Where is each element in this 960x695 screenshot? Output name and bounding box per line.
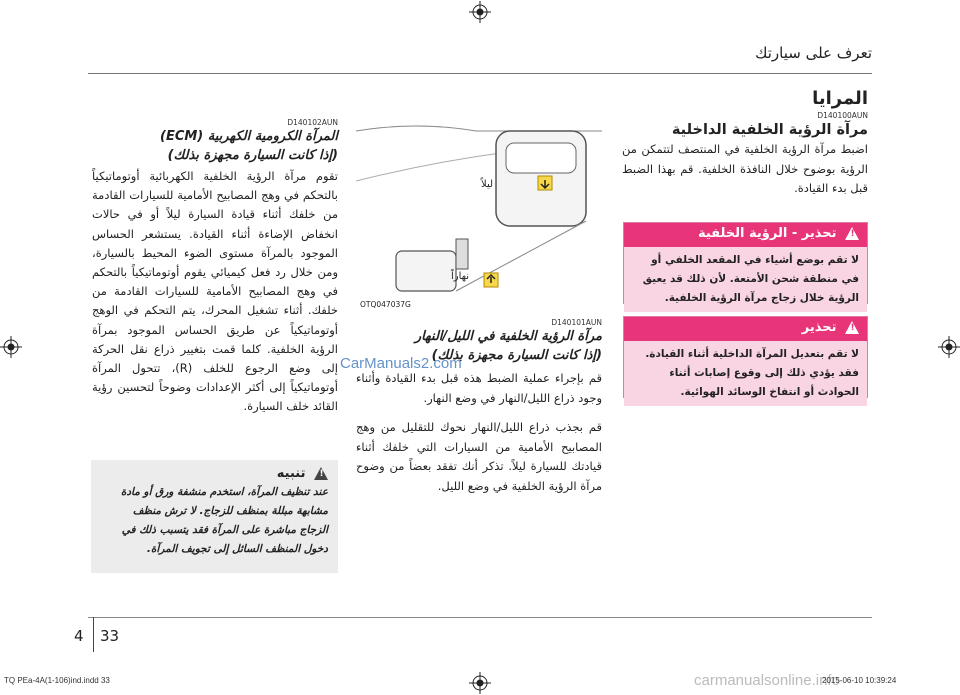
caution-header <box>91 460 338 483</box>
middle-heading: مرآة الرؤية الخلفية في الليل/النهار <box>414 329 602 344</box>
watermark-bottom: carmanualsonline.info <box>694 672 840 689</box>
caution-triangle-icon: ! <box>314 467 328 480</box>
middle-paragraph-2: قم بجذب ذراع الليل/النهار نحوك للتقليل من وهج المصابيح الأمامية من السيارات التي خلفك أثناء قيادتك للسيارة ليلاً. تذكر أنك تفقد بعضاً من وضوح مرآة الرؤية الخلفية في وضع الليل. <box>356 420 602 493</box>
middle-column <box>356 318 602 496</box>
registration-mark-left-icon <box>0 336 22 358</box>
right-heading: مرآة الرؤية الخلفية الداخلية <box>671 122 868 138</box>
warning-triangle-icon: ! <box>845 227 859 240</box>
warning-box-rear-view <box>623 222 868 304</box>
right-column <box>622 88 868 199</box>
left-subheading: (إذا كانت السيارة مجهزة بذلك) <box>167 148 338 163</box>
left-heading: المرآة الكرومية الكهربية (ECM) <box>159 129 338 144</box>
header-divider <box>88 73 872 74</box>
warning-header <box>624 317 867 341</box>
header-title: تعرف على سيارتك <box>755 44 872 62</box>
footer-file: TQ PEa-4A(1-106)ind.indd 33 <box>4 676 110 685</box>
mirror-illustration-icon <box>356 121 602 301</box>
section-title: المرايا <box>812 88 868 109</box>
warning-title: تحذير - الرؤية الخلفية <box>697 226 837 241</box>
middle-paragraph-1: قم بإجراء عملية الضبط هذه قبل بدء القيادة وأثناء وجود ذراع الليل/النهار في وضع النهار. <box>356 371 602 405</box>
watermark: CarManuals2.com <box>340 355 462 372</box>
middle-subheading: (إذا كانت السيارة مجهزة بذلك) <box>431 348 602 363</box>
right-paragraph: اضبط مرآة الرؤية الخلفية في المنتصف لتتمكن من الرؤية بوضوح خلال النافذة الخلفية. قم بهذا الضبط قبل بدء القيادة. <box>622 142 868 195</box>
warning-body: لا تقم بتعديل المرآة الداخلية أثناء القيادة. فقد يؤدي ذلك إلى وقوع إصابات أثناء الحوادث أو انتفاخ الوسائد الهوائية. <box>624 341 867 406</box>
left-paragraph: تقوم مرآة الرؤية الخلفية الكهربائية أوتوماتيكياً بالتحكم في وهج المصابيح الأمامية للسيارات القادمة من خلفك أثناء قيادة السيارة ليلاً أو في حالات انخفاض الإضاءة أثناء القيادة. يستشعر الحساس الموجود بالمرآة مستوى الضوء المحيط بالسيارة، ومن خلال رد فعل كيميائي يقوم أوتوماتيكياً بالتحكم في وهج المصابيح الأمامية للسيارات القادمة من خلفك. أثناء تشغيل المحرك، يتم التحكم في الوهج أوتوماتيكياً عن طريق الحساس الموجود بمرآة الرؤية الخلفية. كلما قمت بتغيير ذراع نقل الحركة إلى وضع الرجوع للخلف (R)، تتحول المرآة أوتوماتيكياً إلى أكثر الإعدادات وضوحاً لتحسين رؤية القائد خلف السيارة. <box>92 169 338 414</box>
middle-section-code: D140101AUN <box>551 318 602 327</box>
registration-mark-right-icon <box>938 336 960 358</box>
page-number-divider <box>93 617 94 652</box>
right-section-code: D140100AUN <box>817 111 868 120</box>
warning-triangle-icon: ! <box>845 321 859 334</box>
figure-code: OTQ047037G <box>360 300 411 309</box>
left-section-code: D140102AUN <box>287 118 338 127</box>
registration-mark-bottom-icon <box>469 672 491 694</box>
warning-box-adjust <box>623 316 868 398</box>
warning-body: لا تقم بوضع أشياء في المقعد الخلفي أو في منطقة شحن الأمتعة. لأن ذلك قد يعيق الرؤية خلال زجاج مرآة الرؤية الخلفية. <box>624 247 867 312</box>
page-number: 33 <box>100 627 120 645</box>
day-night-mirror-figure <box>356 121 602 311</box>
warning-title: تحذير <box>801 320 837 335</box>
footer-divider <box>88 617 872 618</box>
caution-body: عند تنظيف المرآة، استخدم منشفة ورق أو مادة مشابهة مبللة بمنظف للزجاج. لا ترش منظف الزجاج مباشرة على المرآة فقد يتسبب ذلك في دخول المنظف السائل إلى تجويف المرآة. <box>120 486 328 555</box>
left-column <box>92 118 338 417</box>
warning-header <box>624 223 867 247</box>
caution-title: تنبيه <box>276 466 306 481</box>
day-label: نهاراً <box>451 271 470 282</box>
night-label: ليلاً <box>481 179 494 190</box>
registration-mark-top-icon <box>469 1 491 23</box>
footer-date: 2015-06-10 10:39:24 <box>822 676 897 685</box>
chapter-number: 4 <box>74 627 84 645</box>
caution-box <box>91 460 338 573</box>
